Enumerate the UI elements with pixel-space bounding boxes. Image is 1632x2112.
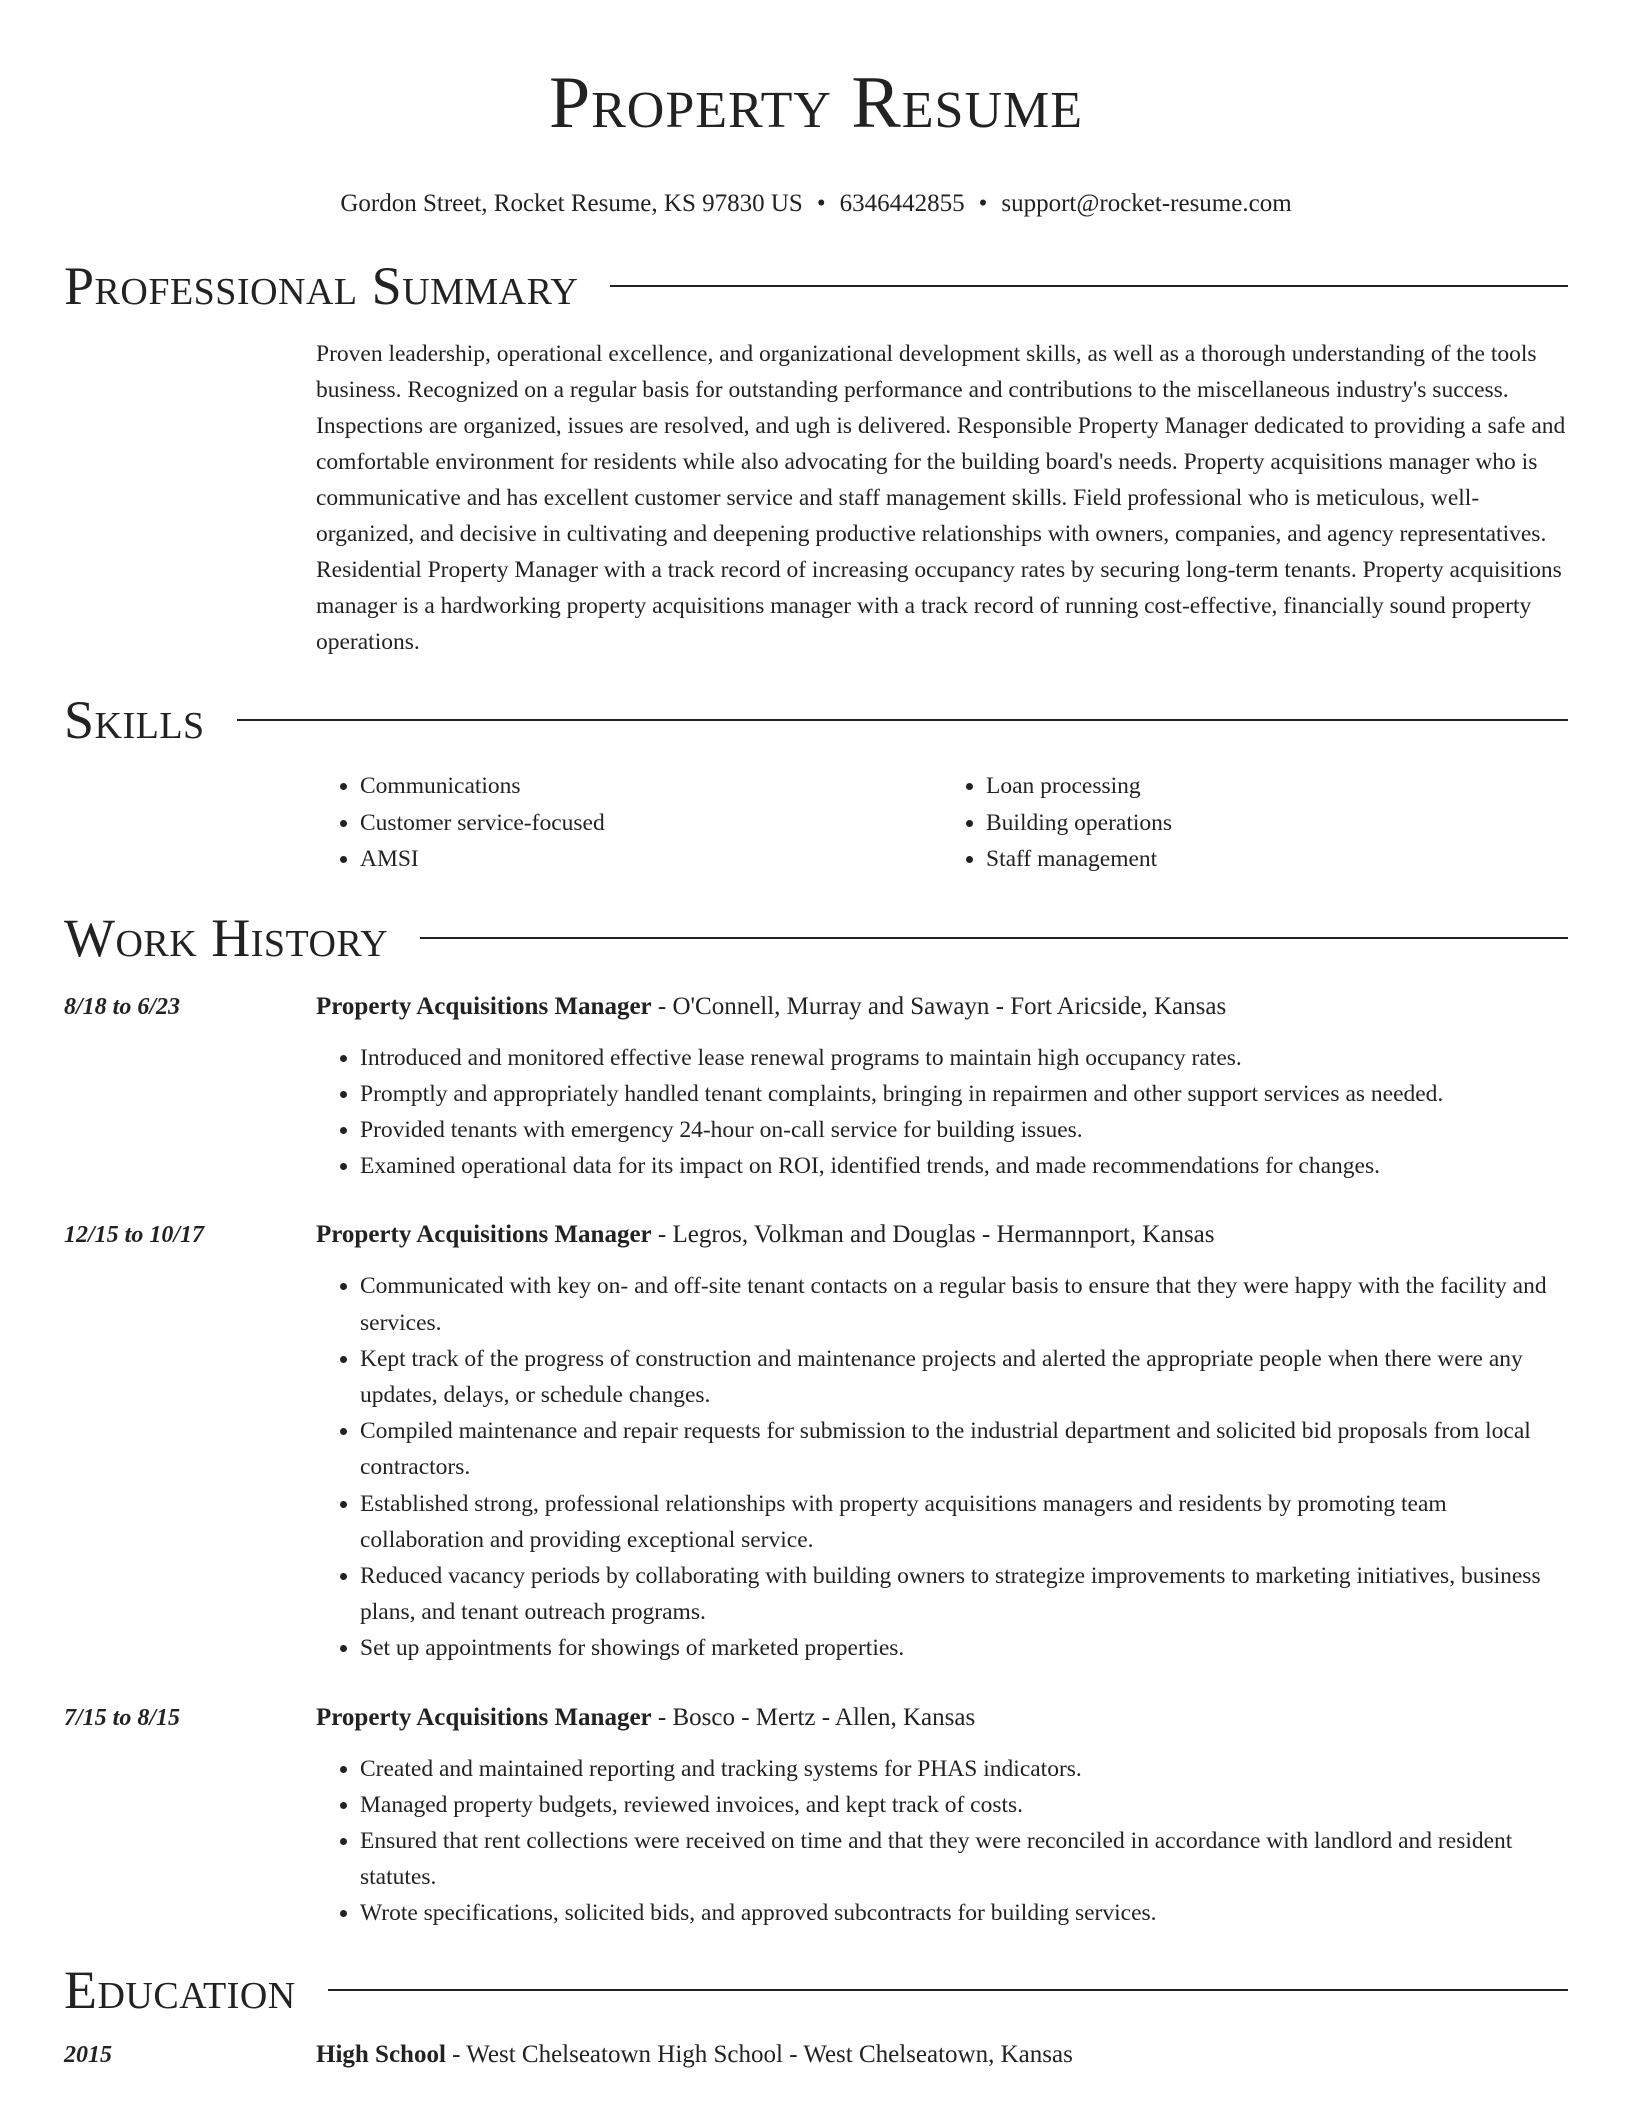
job-dates: 12/15 to 10/17 xyxy=(64,1222,205,1249)
job-bullet: • Promptly and appropriately handled tenant complaints, bringing in repairmen and other support services as needed. xyxy=(360,1076,1568,1112)
skill-item: • Communications xyxy=(360,768,942,805)
job-bullet: • Provided tenants with emergency 24-hour on-call service for building issues. xyxy=(360,1112,1568,1148)
job-bullet: • Introduced and monitored effective lease renewal programs to maintain high occupancy rates. xyxy=(360,1040,1568,1076)
job-bullet: • Created and maintained reporting and tracking systems for PHAS indicators. xyxy=(360,1751,1568,1787)
job-dates: 8/18 to 6/23 xyxy=(64,993,181,1020)
job-entry xyxy=(64,1218,1568,1666)
job-title: Property Acquisitions Manager xyxy=(316,1221,652,1249)
education-heading: Education xyxy=(64,1959,296,2020)
skills-heading: Skills xyxy=(64,690,205,750)
job-body xyxy=(316,1701,1568,1932)
summary-section-heading xyxy=(64,254,1568,318)
job-bullet: • Examined operational data for its impact on ROI, identified trends, and made recommendations for changes. xyxy=(360,1148,1568,1184)
skills-list-left xyxy=(316,768,942,878)
education-school: - West Chelseatown High School - West Chelseatown, Kansas xyxy=(445,2040,1073,2068)
contact-email: support@rocket-resume.com xyxy=(1001,190,1292,217)
section-divider xyxy=(610,285,1568,287)
contact-separator: • xyxy=(816,190,826,217)
education-entry xyxy=(64,2038,1568,2072)
education-line xyxy=(316,2038,1568,2072)
job-bullet: • Managed property budgets, reviewed invoices, and kept track of costs. xyxy=(360,1787,1568,1823)
job-bullets xyxy=(316,1268,1568,1666)
skills-section-heading xyxy=(64,688,1568,752)
job-bullet: • Compiled maintenance and repair requests for submission to the industrial department and solicited bid proposals from local contractors. xyxy=(360,1413,1568,1485)
job-employer: - O'Connell, Murray and Sawayn - Fort Aricside, Kansas xyxy=(651,992,1227,1020)
section-divider xyxy=(420,937,1568,939)
job-entry xyxy=(64,1701,1568,1932)
job-employer: - Bosco - Mertz - Allen, Kansas xyxy=(651,1703,976,1731)
job-bullet: • Kept track of the progress of construction and maintenance projects and alerted the appropriate people when there were any updates, delays, or schedule changes. xyxy=(360,1341,1568,1413)
job-bullet: • Communicated with key on- and off-site tenant contacts on a regular basis to ensure that they were happy with the facility and services. xyxy=(360,1268,1568,1340)
contact-separator: • xyxy=(978,190,988,217)
skill-item: • Loan processing xyxy=(986,768,1568,805)
summary-text: Proven leadership, operational excellence, and organizational development skills, as well as a thorough understanding of the tools business. Recognized on a regular basis for outstanding performance and contributions to the miscellaneous industry's success. Inspections are organized, issues are resolved, and ugh is delivered. Responsible Property Manager dedicated to providing a safe and comfortable environment for residents while also advocating for the building board's needs. Property acquisitions manager who is communicative and has excellent customer service and staff management skills. Field professional who is meticulous, well-organized, and decisive in cultivating and deepening productive relationships with owners, companies, and agency representatives. Residential Property Manager with a track record of increasing occupancy rates by securing long-term tenants. Property acquisitions manager is a hardworking property acquisitions manager with a track record of running cost-effective, financially sound property operations. xyxy=(316,341,1566,655)
job-title-line xyxy=(316,1701,1568,1735)
job-bullet: • Ensured that rent collections were received on time and that they were reconciled in accordance with landlord and resident statutes. xyxy=(360,1823,1568,1895)
education-degree: High School xyxy=(316,2040,446,2068)
work-section-heading xyxy=(64,906,1568,970)
job-bullet: • Established strong, professional relationships with property acquisitions managers and residents by promoting team collaboration and providing exceptional service. xyxy=(360,1486,1568,1558)
skill-item: • Building operations xyxy=(986,805,1568,842)
job-bullets xyxy=(316,1040,1568,1185)
job-entry xyxy=(64,990,1568,1185)
section-divider xyxy=(237,719,1568,721)
job-title-line xyxy=(316,990,1568,1024)
job-bullet: • Wrote specifications, solicited bids, and approved subcontracts for building services. xyxy=(360,1895,1568,1931)
job-title: Property Acquisitions Manager xyxy=(316,1703,652,1731)
job-title: Property Acquisitions Manager xyxy=(316,992,652,1020)
skill-item: • Customer service-focused xyxy=(360,805,942,842)
summary-heading: Professional Summary xyxy=(64,256,579,316)
work-heading: Work History xyxy=(64,907,389,968)
education-year: 2015 xyxy=(64,2041,112,2068)
job-body xyxy=(316,1218,1568,1666)
job-bullet: • Set up appointments for showings of marketed properties. xyxy=(360,1630,1568,1666)
education-body xyxy=(316,2038,1568,2072)
job-bullet: • Reduced vacancy periods by collaborating with building owners to strategize improvements to marketing initiatives, business plans, and tenant outreach programs. xyxy=(360,1558,1568,1630)
job-employer: - Legros, Volkman and Douglas - Hermannport, Kansas xyxy=(651,1221,1215,1249)
section-divider xyxy=(328,1989,1568,1991)
skills-lists xyxy=(316,768,1568,878)
job-dates: 7/15 to 8/15 xyxy=(64,1704,181,1731)
contact-address: Gordon Street, Rocket Resume, KS 97830 US xyxy=(340,190,803,217)
skills-list-right xyxy=(942,768,1568,878)
skill-item: • AMSI xyxy=(360,841,942,878)
job-title-line xyxy=(316,1218,1568,1252)
job-bullets xyxy=(316,1751,1568,1932)
contact-phone: 6346442855 xyxy=(839,190,965,217)
skill-item: • Staff management xyxy=(986,841,1568,878)
job-body xyxy=(316,990,1568,1185)
contact-line xyxy=(64,188,1568,220)
resume-name: Property Resume xyxy=(548,62,1084,144)
education-section-heading xyxy=(64,1958,1568,2022)
